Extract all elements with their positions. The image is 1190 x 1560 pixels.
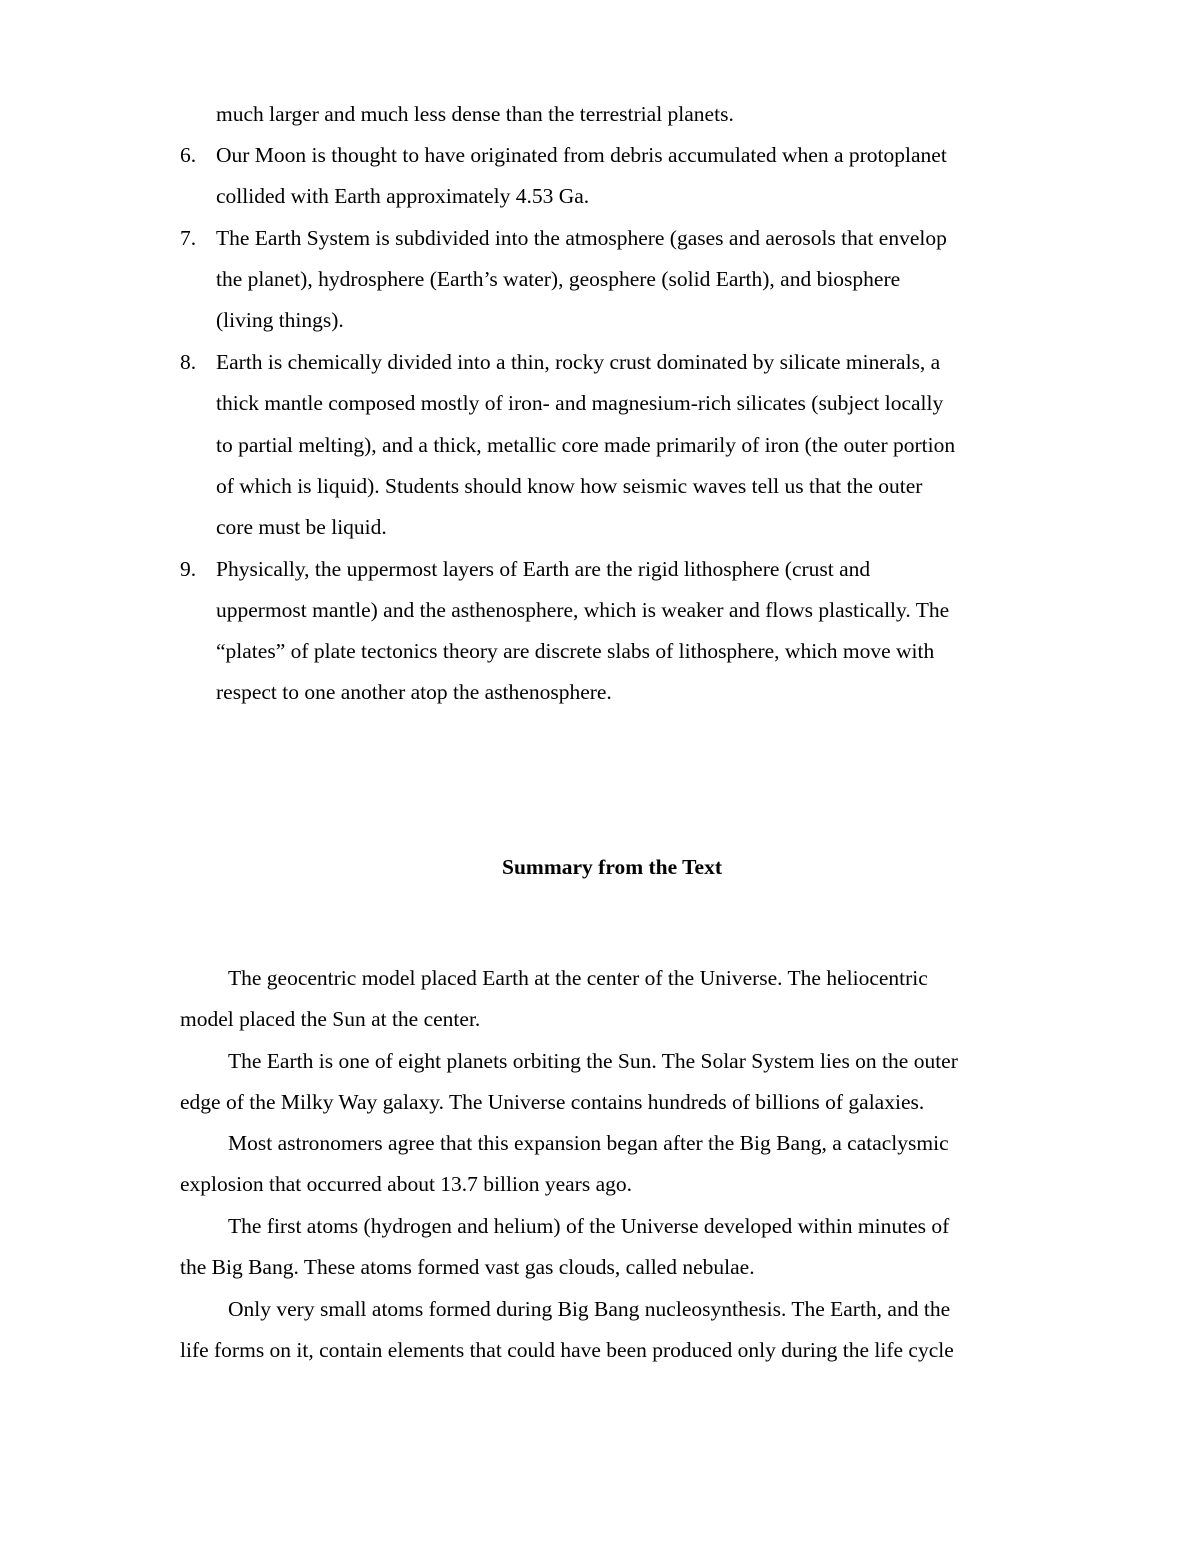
- list-item-8-line: core must be liquid.: [216, 515, 387, 539]
- list-item-9-line: uppermost mantle) and the asthenosphere, which is weaker and flows plastically. The: [216, 598, 950, 622]
- list-item-8-line: Earth is chemically divided into a thin, rocky crust dominated by silicate minerals, a: [216, 350, 941, 374]
- list-item-9-line: respect to one another atop the asthenosphere.: [216, 680, 612, 704]
- list-number-9: 9.: [180, 557, 197, 581]
- list-item-9-line: Physically, the uppermost layers of Earth are the rigid lithosphere (crust and: [216, 557, 871, 581]
- summary-paragraph-line: Only very small atoms formed during Big Bang nucleosynthesis. The Earth, and the: [228, 1297, 951, 1321]
- summary-paragraph-line: the Big Bang. These atoms formed vast gas clouds, called nebulae.: [180, 1255, 755, 1279]
- list-item-8-line: to partial melting), and a thick, metallic core made primarily of iron (the outer portion: [216, 433, 956, 457]
- list-number-6: 6.: [180, 143, 197, 167]
- summary-paragraph-line: model placed the Sun at the center.: [180, 1007, 481, 1031]
- list-number-7: 7.: [180, 226, 197, 250]
- list-number-8: 8.: [180, 350, 197, 374]
- summary-paragraph-line: The geocentric model placed Earth at the center of the Universe. The heliocentric: [228, 966, 928, 990]
- list-item-5-continuation: much larger and much less dense than the terrestrial planets.: [216, 102, 734, 126]
- summary-paragraph-line: edge of the Milky Way galaxy. The Universe contains hundreds of billions of galaxies.: [180, 1090, 925, 1114]
- list-item-8-line: thick mantle composed mostly of iron- and magnesium-rich silicates (subject locally: [216, 391, 944, 415]
- summary-paragraph-line: The Earth is one of eight planets orbiting the Sun. The Solar System lies on the outer: [228, 1049, 958, 1073]
- summary-paragraph-line: The first atoms (hydrogen and helium) of the Universe developed within minutes of: [228, 1214, 950, 1238]
- section-heading: Summary from the Text: [502, 855, 722, 879]
- summary-paragraph-line: explosion that occurred about 13.7 billion years ago.: [180, 1172, 632, 1196]
- list-item-8-line: of which is liquid). Students should know how seismic waves tell us that the outer: [216, 474, 923, 498]
- list-item-7-line: (living things).: [216, 308, 344, 332]
- list-item-7-line: the planet), hydrosphere (Earth’s water), geosphere (solid Earth), and biosphere: [216, 267, 901, 291]
- summary-paragraph-line: life forms on it, contain elements that could have been produced only during the life cycle: [180, 1338, 954, 1362]
- list-item-9-line: “plates” of plate tectonics theory are discrete slabs of lithosphere, which move with: [216, 639, 935, 663]
- list-item-7-line: The Earth System is subdivided into the atmosphere (gases and aerosols that envelop: [216, 226, 947, 250]
- summary-paragraph-line: Most astronomers agree that this expansion began after the Big Bang, a cataclysmic: [228, 1131, 949, 1155]
- list-item-6-line: Our Moon is thought to have originated from debris accumulated when a protoplanet: [216, 143, 947, 167]
- list-item-6-line: collided with Earth approximately 4.53 Ga.: [216, 184, 590, 208]
